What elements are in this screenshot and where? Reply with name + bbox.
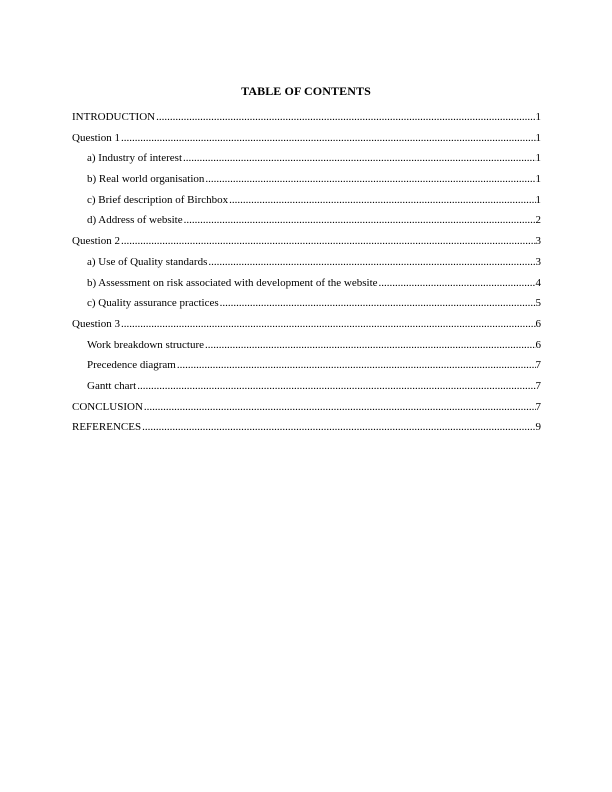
toc-entry-real-world-organisation[interactable] <box>72 172 541 193</box>
toc-entry-label: c) Quality assurance practices <box>87 297 219 310</box>
toc-list <box>72 110 541 441</box>
toc-entry-page: 7 <box>535 359 541 372</box>
toc-entry-page: 2 <box>535 214 541 227</box>
toc-entry-question-2[interactable] <box>72 234 541 255</box>
toc-entry-quality-assurance[interactable] <box>72 296 541 317</box>
toc-entry-page: 6 <box>535 338 541 351</box>
toc-entry-page: 4 <box>535 276 541 289</box>
toc-entry-label: Gantt chart <box>87 379 137 392</box>
toc-entry-work-breakdown[interactable] <box>72 338 541 359</box>
toc-entry-label: d) Address of website <box>87 214 183 227</box>
toc-dot-leader <box>183 151 536 165</box>
toc-entry-page: 9 <box>535 421 541 434</box>
toc-entry-label: Question 3 <box>72 317 120 330</box>
toc-entry-page: 1 <box>535 111 541 123</box>
toc-dot-leader <box>137 379 535 393</box>
toc-entry-introduction[interactable] <box>72 110 541 131</box>
toc-entry-gantt-chart[interactable] <box>72 379 541 400</box>
toc-entry-label: Work breakdown structure <box>87 338 205 351</box>
toc-entry-label: REFERENCES <box>72 421 142 434</box>
toc-dot-leader <box>229 193 535 207</box>
toc-dot-leader <box>144 400 536 414</box>
toc-entry-page: 3 <box>535 235 541 248</box>
toc-entry-page: 1 <box>535 193 541 206</box>
toc-entry-page: 1 <box>535 131 541 144</box>
toc-dot-leader <box>121 131 536 145</box>
toc-entry-references[interactable] <box>72 420 541 441</box>
toc-dot-leader <box>177 358 536 372</box>
toc-entry-label: Question 1 <box>72 131 120 144</box>
toc-entry-page: 3 <box>535 255 541 268</box>
toc-dot-leader <box>184 213 536 227</box>
toc-entry-conclusion[interactable] <box>72 400 541 421</box>
toc-entry-industry-of-interest[interactable] <box>72 151 541 172</box>
toc-dot-leader <box>121 234 536 248</box>
toc-entry-label: INTRODUCTION <box>72 111 156 123</box>
toc-entry-address-of-website[interactable] <box>72 213 541 234</box>
toc-entry-label: Precedence diagram <box>87 359 176 372</box>
toc-dot-leader <box>220 296 536 310</box>
toc-dot-leader <box>121 317 536 331</box>
toc-entry-page: 7 <box>535 379 541 392</box>
toc-entry-risk-assessment[interactable] <box>72 276 541 297</box>
toc-dot-leader <box>142 420 535 434</box>
toc-entry-label: c) Brief description of Birchbox <box>87 193 229 206</box>
toc-entry-label: CONCLUSION <box>72 400 143 413</box>
toc-entry-label: b) Assessment on risk associated with development of the website <box>87 276 378 289</box>
toc-entry-precedence-diagram[interactable] <box>72 358 541 379</box>
toc-dot-leader <box>379 276 536 290</box>
toc-dot-leader <box>205 338 535 352</box>
toc-entry-label: b) Real world organisation <box>87 173 205 186</box>
toc-entry-page: 5 <box>535 297 541 310</box>
toc-entry-question-3[interactable] <box>72 317 541 338</box>
toc-dot-leader <box>205 172 535 186</box>
toc-dot-leader <box>208 255 535 269</box>
toc-entry-label: a) Industry of interest <box>87 152 182 165</box>
toc-title: TABLE OF CONTENTS <box>241 84 371 98</box>
toc-entry-question-1[interactable] <box>72 131 541 152</box>
toc-entry-page: 6 <box>535 317 541 330</box>
toc-entry-page: 1 <box>535 152 541 165</box>
toc-entry-brief-description[interactable] <box>72 193 541 214</box>
toc-entry-label: a) Use of Quality standards <box>87 255 208 268</box>
toc-entry-page: 7 <box>535 400 541 413</box>
toc-entry-label: Question 2 <box>72 235 120 248</box>
toc-dot-leader <box>156 110 535 124</box>
toc-entry-quality-standards[interactable] <box>72 255 541 276</box>
toc-entry-page: 1 <box>535 173 541 186</box>
